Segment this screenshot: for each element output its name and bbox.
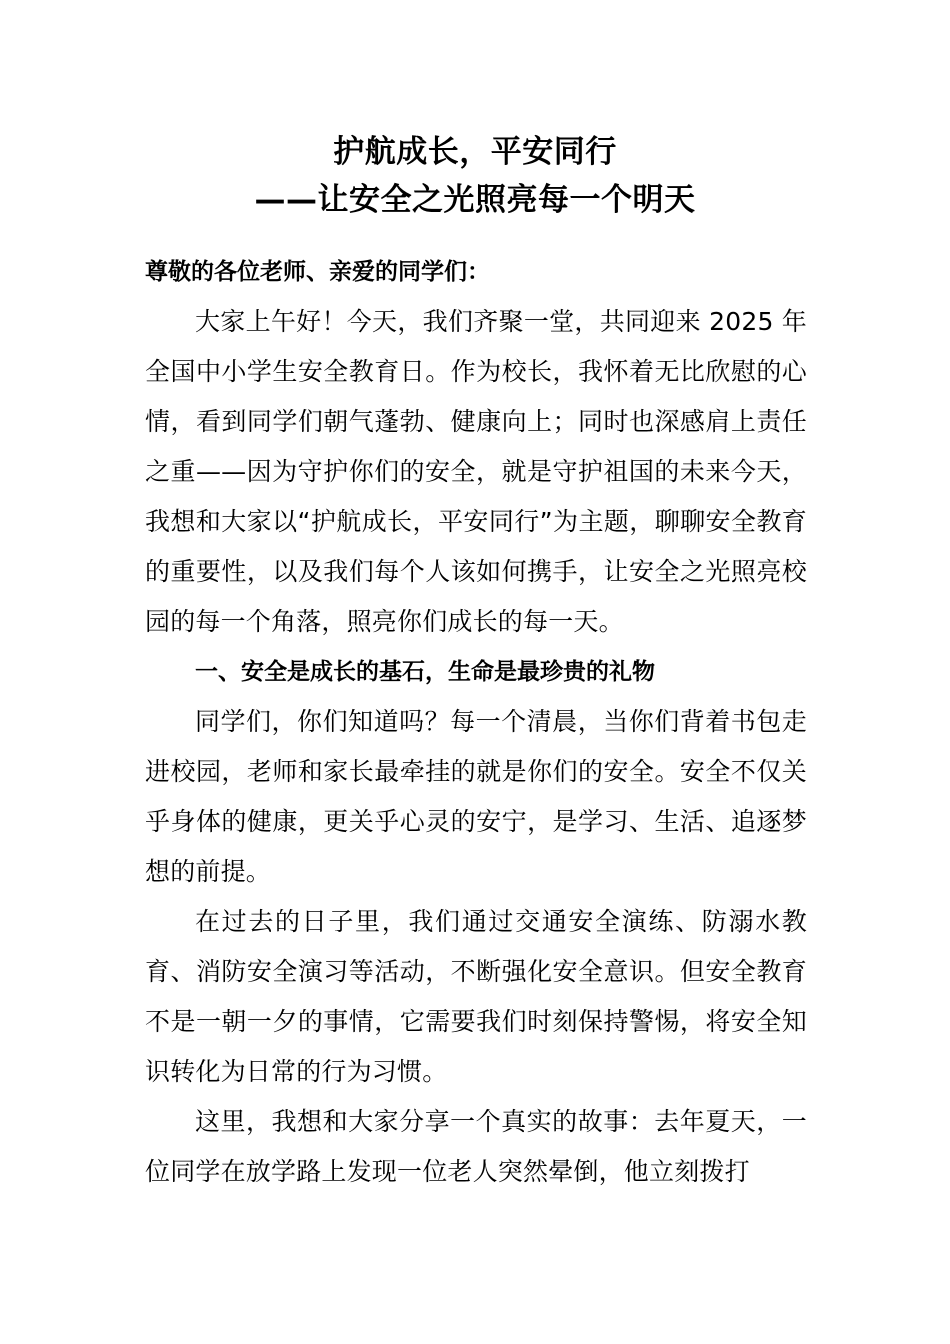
intro-paragraph: 大家上午好！今天，我们齐聚一堂，共同迎来 2025 年全国中小学生安全教育日。作为校长，我怀着无比欣慰的心情，看到同学们朝气蓬勃、健康向上；同时也深感肩上责任之重——因为守护你们的安全，就是守护祖国的未来今天，我想和大家以“护航成长，平安同行”为主题，聊聊安全教育的重要性，以及我们每个人该如何携手，让安全之光照亮校园的每一个角落，照亮你们成长的每一天。 xyxy=(145,307,807,636)
salutation: 尊敬的各位老师、亲爱的同学们： xyxy=(145,259,490,285)
document-subtitle: ——让安全之光照亮每一个明天 xyxy=(254,182,696,218)
title-block xyxy=(0,128,950,224)
section-paragraph: 同学们，你们知道吗？每一个清晨，当你们背着书包走进校园，老师和家长最牵挂的就是你们的安全。安全不仅关乎身体的健康，更关乎心灵的安宁，是学习、生活、追逐梦想的前提。 xyxy=(145,707,807,886)
section-paragraph: 在过去的日子里，我们通过交通安全演练、防溺水教育、消防安全演习等活动，不断强化安全意识。但安全教育不是一朝一夕的事情，它需要我们时刻保持警惕，将安全知识转化为日常的行为习惯。 xyxy=(145,907,807,1086)
section-paragraph: 这里，我想和大家分享一个真实的故事：去年夏天，一位同学在放学路上发现一位老人突然晕倒，他立刻拨打 xyxy=(145,1107,807,1186)
document-body xyxy=(145,247,807,1197)
document-title: 护航成长，平安同行 xyxy=(333,134,617,170)
section-heading: 一、安全是成长的基石，生命是最珍贵的礼物 xyxy=(195,659,655,685)
